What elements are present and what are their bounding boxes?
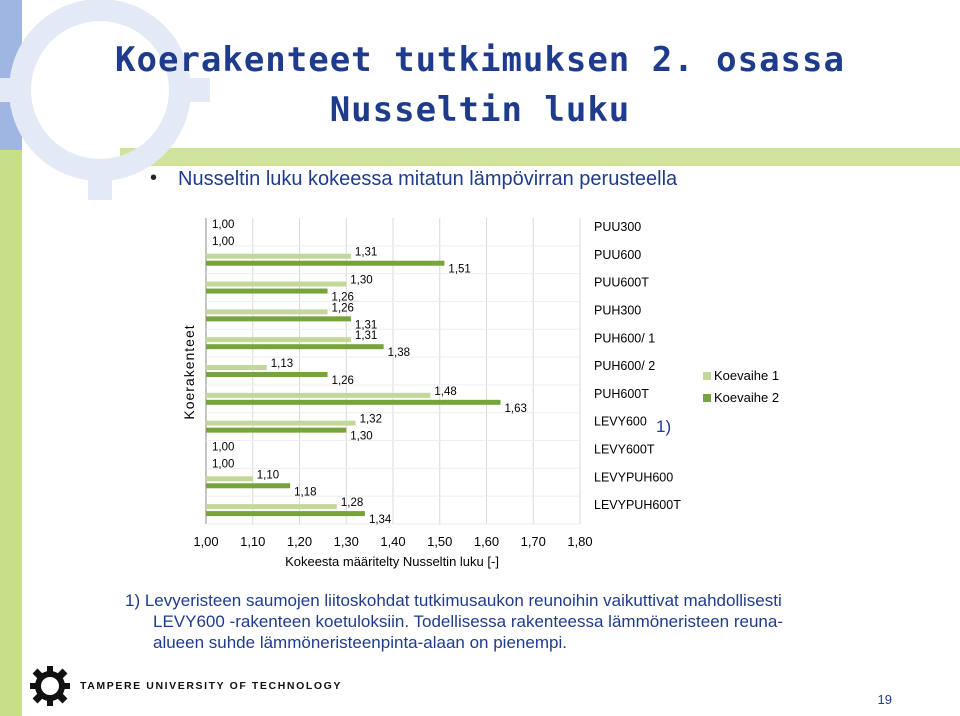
university-name: TAMPERE UNIVERSITY OF TECHNOLOGY xyxy=(80,680,342,692)
category-label: PUH600/ 2 xyxy=(594,359,656,374)
tut-logo-icon xyxy=(28,664,72,708)
bar-2 xyxy=(206,511,365,516)
bar-2 xyxy=(206,428,346,433)
x-tick-label: 1,30 xyxy=(333,534,359,549)
data-label: 1,26 xyxy=(331,291,354,304)
data-label: 1,00 xyxy=(212,218,235,231)
page-title-line1: Koerakenteet tutkimuksen 2. osassa xyxy=(115,40,845,80)
bar-1 xyxy=(206,476,253,481)
category-label: PUU600 xyxy=(594,247,642,262)
data-label: 1,63 xyxy=(504,402,527,415)
data-label: 1,31 xyxy=(354,319,378,332)
category-label: PUH600T xyxy=(594,386,649,401)
category-label: LEVY600T xyxy=(594,442,655,457)
footnote-line1: 1) Levyeristeen saumojen liitoskohdat tutkimusaukon reunoihin vaikuttivat mahdollisesti xyxy=(125,591,782,610)
data-label: 1,13 xyxy=(270,358,294,370)
bar-1 xyxy=(206,421,356,426)
x-tick-label: 1,20 xyxy=(286,534,313,549)
data-label: 1,28 xyxy=(340,497,364,510)
page-title-line2: Nusseltin luku xyxy=(329,90,631,130)
bar-1 xyxy=(206,365,267,370)
bar-2 xyxy=(206,261,444,266)
category-label: PUH600/ 1 xyxy=(594,331,656,346)
bar-2 xyxy=(206,400,501,405)
legend-swatch-1 xyxy=(703,372,711,380)
footnote xyxy=(125,590,925,653)
bar-2 xyxy=(206,316,351,321)
footnote-line3: alueen suhde lämmöneristeenpinta-alaan on pienempi. xyxy=(153,633,567,652)
data-label: 1,34 xyxy=(368,514,392,527)
data-label: 1,30 xyxy=(350,274,373,287)
footnote-line2: LEVY600 -rakenteen koetuloksiin. Todellisessa rakenteessa lämmöneristeen reuna- xyxy=(153,612,783,631)
bar-2 xyxy=(206,483,290,488)
data-label: 1,00 xyxy=(212,458,235,471)
bar-1 xyxy=(206,337,351,342)
data-label: 1,00 xyxy=(212,235,235,248)
data-label: 1,32 xyxy=(359,413,382,426)
bar-1 xyxy=(206,282,346,287)
data-label: 1,18 xyxy=(294,486,317,499)
x-tick-label: 1,10 xyxy=(240,534,266,549)
x-tick-label: 1,80 xyxy=(567,534,593,549)
data-label: 1,00 xyxy=(212,441,235,454)
bullet-text: Nusseltin luku kokeessa mitatun lämpövirran perusteella xyxy=(178,168,678,190)
x-tick-label: 1,00 xyxy=(193,534,219,549)
category-label: PUU600T xyxy=(594,275,649,290)
category-label: LEVYPUH600 xyxy=(594,470,674,485)
data-label: 1,26 xyxy=(331,302,354,315)
y-axis-label: Koerakenteet xyxy=(181,324,197,420)
bar-2 xyxy=(206,289,328,294)
legend-label-1: Koevaihe 1 xyxy=(714,368,780,383)
bar-1 xyxy=(206,504,337,509)
data-label: 1,31 xyxy=(354,330,378,343)
legend-label-2: Koevaihe 2 xyxy=(714,390,780,405)
x-tick-label: 1,50 xyxy=(427,534,453,549)
data-label: 1,51 xyxy=(448,263,471,276)
bullet-marker: • xyxy=(150,167,158,189)
x-axis-label: Kokeesta määritelty Nusseltin luku [-] xyxy=(285,554,499,569)
data-label: 1,30 xyxy=(350,430,373,443)
bar-2 xyxy=(206,344,384,349)
footnote-marker: 1) xyxy=(656,417,672,436)
category-label: LEVY600 xyxy=(594,414,647,429)
x-tick-label: 1,60 xyxy=(473,534,500,549)
x-tick-label: 1,40 xyxy=(380,534,406,549)
bar-2 xyxy=(206,372,328,377)
category-label: PUH300 xyxy=(594,303,642,318)
bar-1 xyxy=(206,254,351,259)
page-number: 19 xyxy=(877,692,892,707)
x-tick-label: 1,70 xyxy=(520,534,546,549)
data-label: 1,48 xyxy=(434,385,457,398)
data-label: 1,38 xyxy=(387,347,411,360)
bar-1 xyxy=(206,393,430,398)
legend-swatch-2 xyxy=(703,394,711,402)
data-label: 1,26 xyxy=(331,375,354,387)
bar-1 xyxy=(206,309,328,314)
data-label: 1,31 xyxy=(354,246,378,259)
data-label: 1,10 xyxy=(256,469,280,482)
category-label: LEVYPUH600T xyxy=(594,498,681,513)
category-label: PUU300 xyxy=(594,220,642,234)
